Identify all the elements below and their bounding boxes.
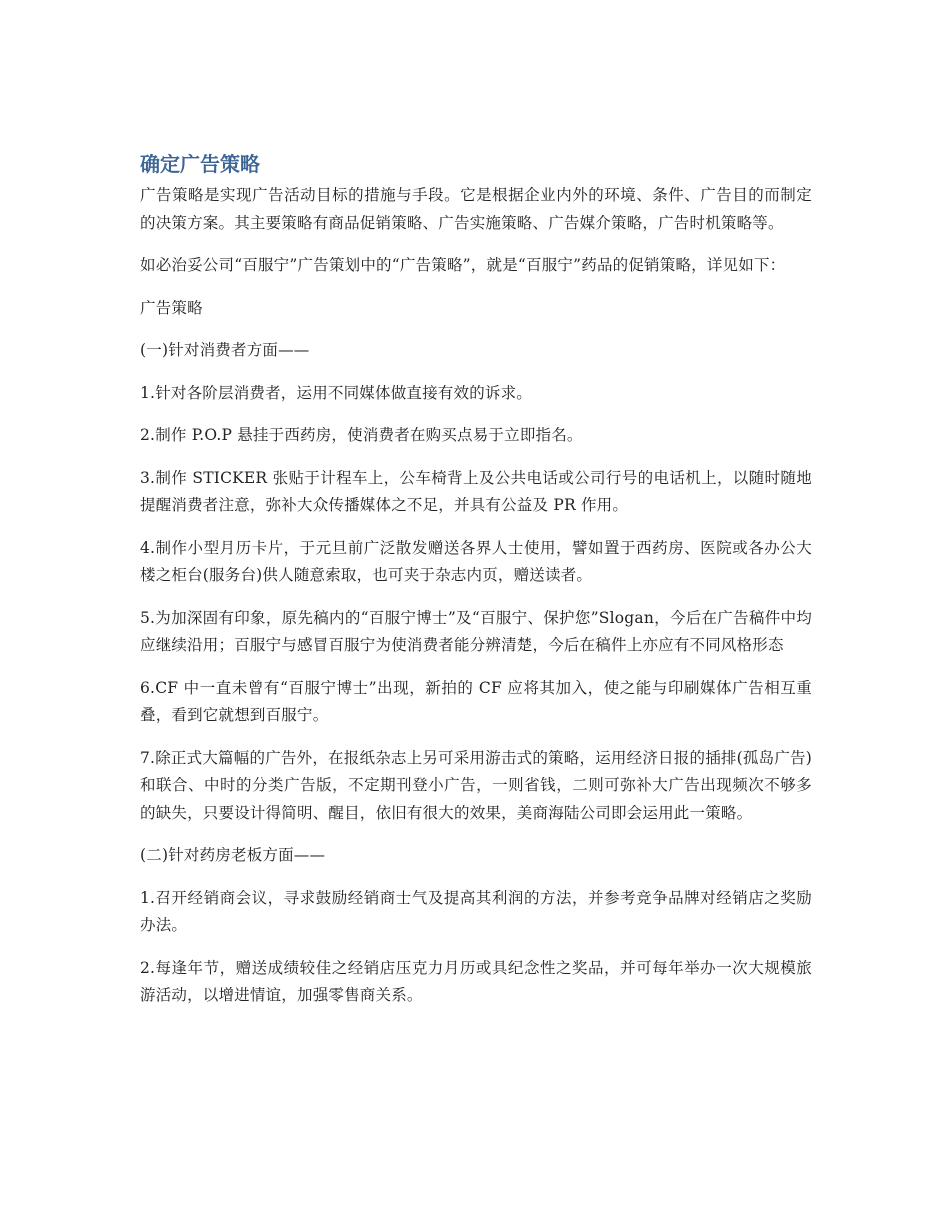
list-item: 5.为加深固有印象，原先稿内的“百服宁博士”及“百服宁、保护您”Slogan，今后在广告稿件中均应继续沿用；百服宁与感冒百服宁为使消费者能分辨清楚，今后在稿件上亦应有不同风格形态 bbox=[140, 608, 812, 654]
list-item: 6.CF 中一直未曾有“百服宁博士”出现，新拍的 CF 应将其加入，使之能与印刷媒体广告相互重叠，看到它就想到百服宁。 bbox=[140, 678, 812, 724]
list-item: 2.制作 P.O.P 悬挂于西药房，使消费者在购买点易于立即指名。 bbox=[140, 426, 583, 444]
intro-paragraph: 广告策略是实现广告活动目标的措施与手段。它是根据企业内外的环境、条件、广告目的而制定的决策方案。其主要策略有商品促销策略、广告实施策略、广告媒介策略，广告时机策略等。 bbox=[140, 186, 812, 232]
list-item: 1.召开经销商会议，寻求鼓励经销商士气及提高其利润的方法，并参考竞争品牌对经销店之奖励办法。 bbox=[140, 888, 812, 934]
section-heading-strategy: 广告策略 bbox=[140, 298, 203, 317]
subsection-heading-pharmacy-owners: (二)针对药房老板方面—— bbox=[140, 846, 326, 864]
list-item: 1.针对各阶层消费者，运用不同媒体做直接有效的诉求。 bbox=[140, 383, 532, 402]
subsection-heading-consumers: (一)针对消费者方面—— bbox=[140, 341, 310, 359]
list-item: 7.除正式大篇幅的广告外，在报纸杂志上另可采用游击式的策略，运用经济日报的插排(孤岛广告)和联合、中时的分类广告版，不定期刊登小广告，一则省钱，二则可弥补大广告出现频次不够多的缺失，只要设计得简明、醒目，依旧有很大的效果，美商海陆公司即会运用此一策略。 bbox=[140, 748, 812, 822]
example-paragraph: 如必治妥公司“百服宁”广告策划中的“广告策略”，就是“百服宁”药品的促销策略，详见如下： bbox=[140, 256, 786, 274]
list-item: 4.制作小型月历卡片，于元旦前广泛散发赠送各界人士使用，譬如置于西药房、医院或各办公大楼之柜台(服务台)供人随意索取，也可夹于杂志内页，赠送读者。 bbox=[140, 538, 812, 584]
list-item: 2.每逢年节，赠送成绩较佳之经销店压克力月历或具纪念性之奖品，并可每年举办一次大规模旅游活动，以增进情谊，加强零售商关系。 bbox=[140, 958, 812, 1004]
document-title: 确定广告策略 bbox=[140, 152, 260, 176]
list-item: 3.制作 STICKER 张贴于计程车上，公车椅背上及公共电话或公司行号的电话机上，以随时随地提醒消费者注意，弥补大众传播媒体之不足，并具有公益及 PR 作用。 bbox=[140, 468, 812, 514]
document-page bbox=[140, 148, 812, 1025]
